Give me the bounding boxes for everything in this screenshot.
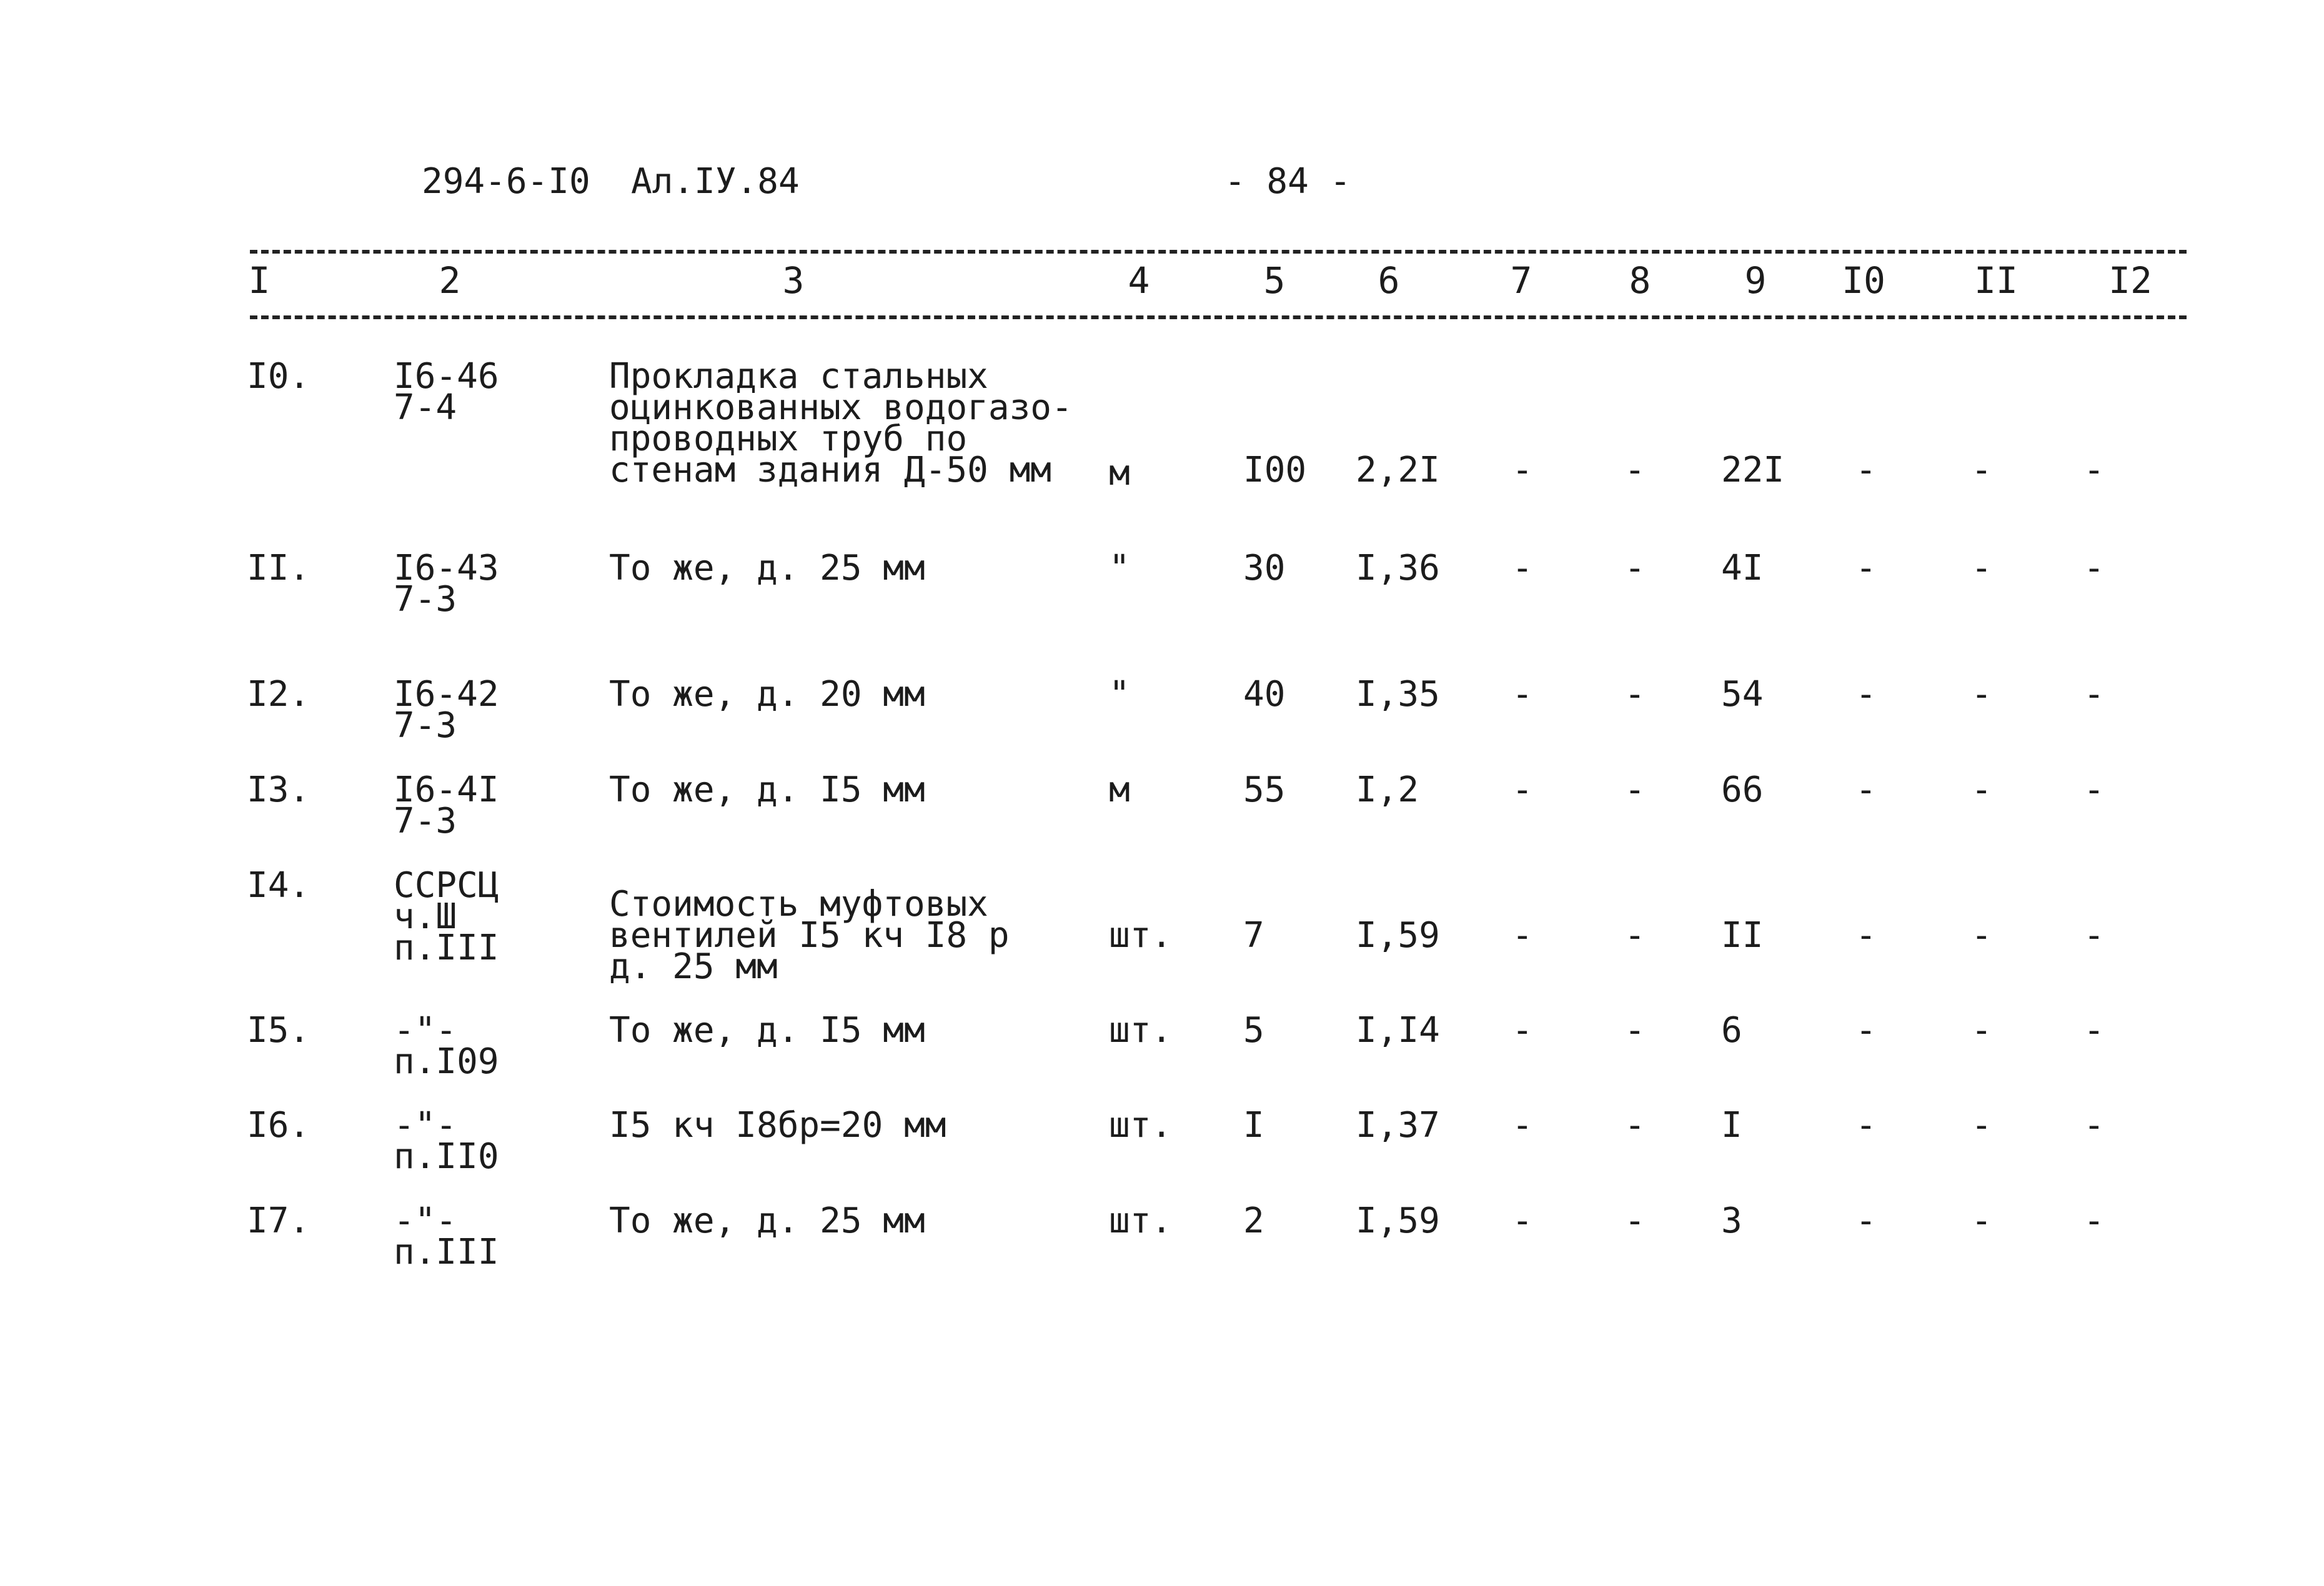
cell-col8: - bbox=[1624, 915, 1646, 956]
unit-price: I,59 bbox=[1356, 1201, 1440, 1241]
cell-col7: - bbox=[1512, 674, 1533, 715]
column-number: 9 bbox=[1744, 259, 1767, 302]
row-number: I7. bbox=[247, 1201, 310, 1241]
column-number: I2 bbox=[2108, 259, 2152, 302]
cell-col7: - bbox=[1512, 1201, 1533, 1241]
column-number: 2 bbox=[439, 259, 461, 302]
cell-col11: - bbox=[1971, 1105, 1992, 1146]
cell-col12: - bbox=[2083, 548, 2105, 588]
total-cost: 66 bbox=[1721, 770, 1764, 810]
unit-price: I,59 bbox=[1356, 915, 1440, 956]
unit: м bbox=[1109, 453, 1130, 493]
cell-col12: - bbox=[2083, 1105, 2105, 1146]
column-number: 6 bbox=[1378, 259, 1400, 302]
quantity: 40 bbox=[1243, 674, 1286, 715]
column-number: 8 bbox=[1629, 259, 1651, 302]
unit: шт. bbox=[1109, 1105, 1173, 1146]
total-cost: 4I bbox=[1721, 548, 1764, 588]
total-cost: 3 bbox=[1721, 1201, 1742, 1241]
rate-code: I6-42 7-3 bbox=[394, 674, 499, 746]
column-number: 5 bbox=[1263, 259, 1286, 302]
total-cost: 6 bbox=[1721, 1010, 1742, 1051]
cell-col12: - bbox=[2083, 1010, 2105, 1051]
cell-col10: - bbox=[1855, 1010, 1877, 1051]
cell-col8: - bbox=[1624, 450, 1646, 490]
quantity: I bbox=[1243, 1105, 1264, 1146]
table-top-rule bbox=[250, 250, 2187, 254]
row-number: I5. bbox=[247, 1010, 310, 1051]
unit-price: I,36 bbox=[1356, 548, 1440, 588]
cell-col7: - bbox=[1512, 915, 1533, 956]
cell-col8: - bbox=[1624, 770, 1646, 810]
table-header-rule bbox=[250, 315, 2187, 319]
unit-price: 2,2I bbox=[1356, 450, 1440, 490]
rate-code: I6-46 7-4 bbox=[394, 356, 499, 428]
cell-col7: - bbox=[1512, 548, 1533, 588]
cell-col7: - bbox=[1512, 1105, 1533, 1146]
unit: шт. bbox=[1109, 1201, 1173, 1241]
unit-price: I,35 bbox=[1356, 674, 1440, 715]
rate-code: ССРСЦ ч.Ш п.III bbox=[394, 865, 499, 968]
cell-col12: - bbox=[2083, 915, 2105, 956]
work-description: То же, д. 25 мм bbox=[609, 548, 925, 588]
unit: шт. bbox=[1109, 1010, 1173, 1051]
quantity: 2 bbox=[1243, 1201, 1264, 1241]
work-description: То же, д. 25 мм bbox=[609, 1201, 925, 1241]
unit: м bbox=[1109, 770, 1130, 810]
work-description: Стоимость муфтовых вентилей I5 кч I8 р д. 25 мм bbox=[609, 884, 1010, 987]
column-number: 4 bbox=[1128, 259, 1150, 302]
cell-col11: - bbox=[1971, 450, 1992, 490]
cell-col8: - bbox=[1624, 1010, 1646, 1051]
cell-col7: - bbox=[1512, 1010, 1533, 1051]
column-number: 7 bbox=[1510, 259, 1532, 302]
quantity: I00 bbox=[1243, 450, 1307, 490]
rate-code: I6-43 7-3 bbox=[394, 548, 499, 620]
row-number: I3. bbox=[247, 770, 310, 810]
rate-code: -"- п.I09 bbox=[394, 1010, 499, 1082]
cell-col10: - bbox=[1855, 915, 1877, 956]
work-description: То же, д. 20 мм bbox=[609, 674, 925, 715]
sheet-reference: Ал.IУ.84 bbox=[631, 161, 800, 202]
cell-col12: - bbox=[2083, 1201, 2105, 1241]
cell-col11: - bbox=[1971, 770, 1992, 810]
row-number: I4. bbox=[247, 865, 310, 906]
quantity: 55 bbox=[1243, 770, 1286, 810]
doc-code: 294-6-I0 bbox=[422, 161, 590, 202]
cell-col11: - bbox=[1971, 674, 1992, 715]
work-description: I5 кч I8бр=20 мм bbox=[609, 1105, 946, 1146]
unit-price: I,37 bbox=[1356, 1105, 1440, 1146]
row-number: I0. bbox=[247, 356, 310, 397]
column-number: 3 bbox=[782, 259, 805, 302]
cell-col10: - bbox=[1855, 770, 1877, 810]
cell-col11: - bbox=[1971, 915, 1992, 956]
total-cost: I bbox=[1721, 1105, 1742, 1146]
cell-col8: - bbox=[1624, 674, 1646, 715]
cell-col10: - bbox=[1855, 548, 1877, 588]
total-cost: 22I bbox=[1721, 450, 1785, 490]
cell-col11: - bbox=[1971, 548, 1992, 588]
cell-col8: - bbox=[1624, 1105, 1646, 1146]
rate-code: I6-4I 7-3 bbox=[394, 770, 499, 841]
cell-col7: - bbox=[1512, 770, 1533, 810]
cell-col10: - bbox=[1855, 450, 1877, 490]
cell-col8: - bbox=[1624, 1201, 1646, 1241]
unit: шт. bbox=[1109, 915, 1173, 956]
cell-col12: - bbox=[2083, 674, 2105, 715]
row-number: I6. bbox=[247, 1105, 310, 1146]
column-number: I0 bbox=[1842, 259, 1885, 302]
cell-col11: - bbox=[1971, 1201, 1992, 1241]
quantity: 5 bbox=[1243, 1010, 1264, 1051]
cell-col12: - bbox=[2083, 450, 2105, 490]
cell-col8: - bbox=[1624, 548, 1646, 588]
quantity: 7 bbox=[1243, 915, 1264, 956]
quantity: 30 bbox=[1243, 548, 1286, 588]
unit-price: I,I4 bbox=[1356, 1010, 1440, 1051]
cell-col10: - bbox=[1855, 674, 1877, 715]
column-number: I bbox=[248, 259, 271, 302]
cell-col10: - bbox=[1855, 1201, 1877, 1241]
row-number: I2. bbox=[247, 674, 310, 715]
row-number: II. bbox=[247, 548, 310, 588]
work-description: Прокладка стальных оцинкованных водогазо- проводных труб по стенам здания Д-50 мм bbox=[609, 356, 1073, 490]
work-description: То же, д. I5 мм bbox=[609, 770, 925, 810]
rate-code: -"- п.III bbox=[394, 1201, 499, 1272]
unit-price: I,2 bbox=[1356, 770, 1419, 810]
rate-code: -"- п.II0 bbox=[394, 1105, 499, 1177]
cell-col12: - bbox=[2083, 770, 2105, 810]
page-number: - 84 - bbox=[1224, 161, 1351, 202]
unit: " bbox=[1109, 548, 1130, 588]
cell-col11: - bbox=[1971, 1010, 1992, 1051]
unit: " bbox=[1109, 674, 1130, 715]
column-number: II bbox=[1974, 259, 2018, 302]
work-description: То же, д. I5 мм bbox=[609, 1010, 925, 1051]
total-cost: 54 bbox=[1721, 674, 1764, 715]
cell-col7: - bbox=[1512, 450, 1533, 490]
total-cost: II bbox=[1721, 915, 1764, 956]
cell-col10: - bbox=[1855, 1105, 1877, 1146]
